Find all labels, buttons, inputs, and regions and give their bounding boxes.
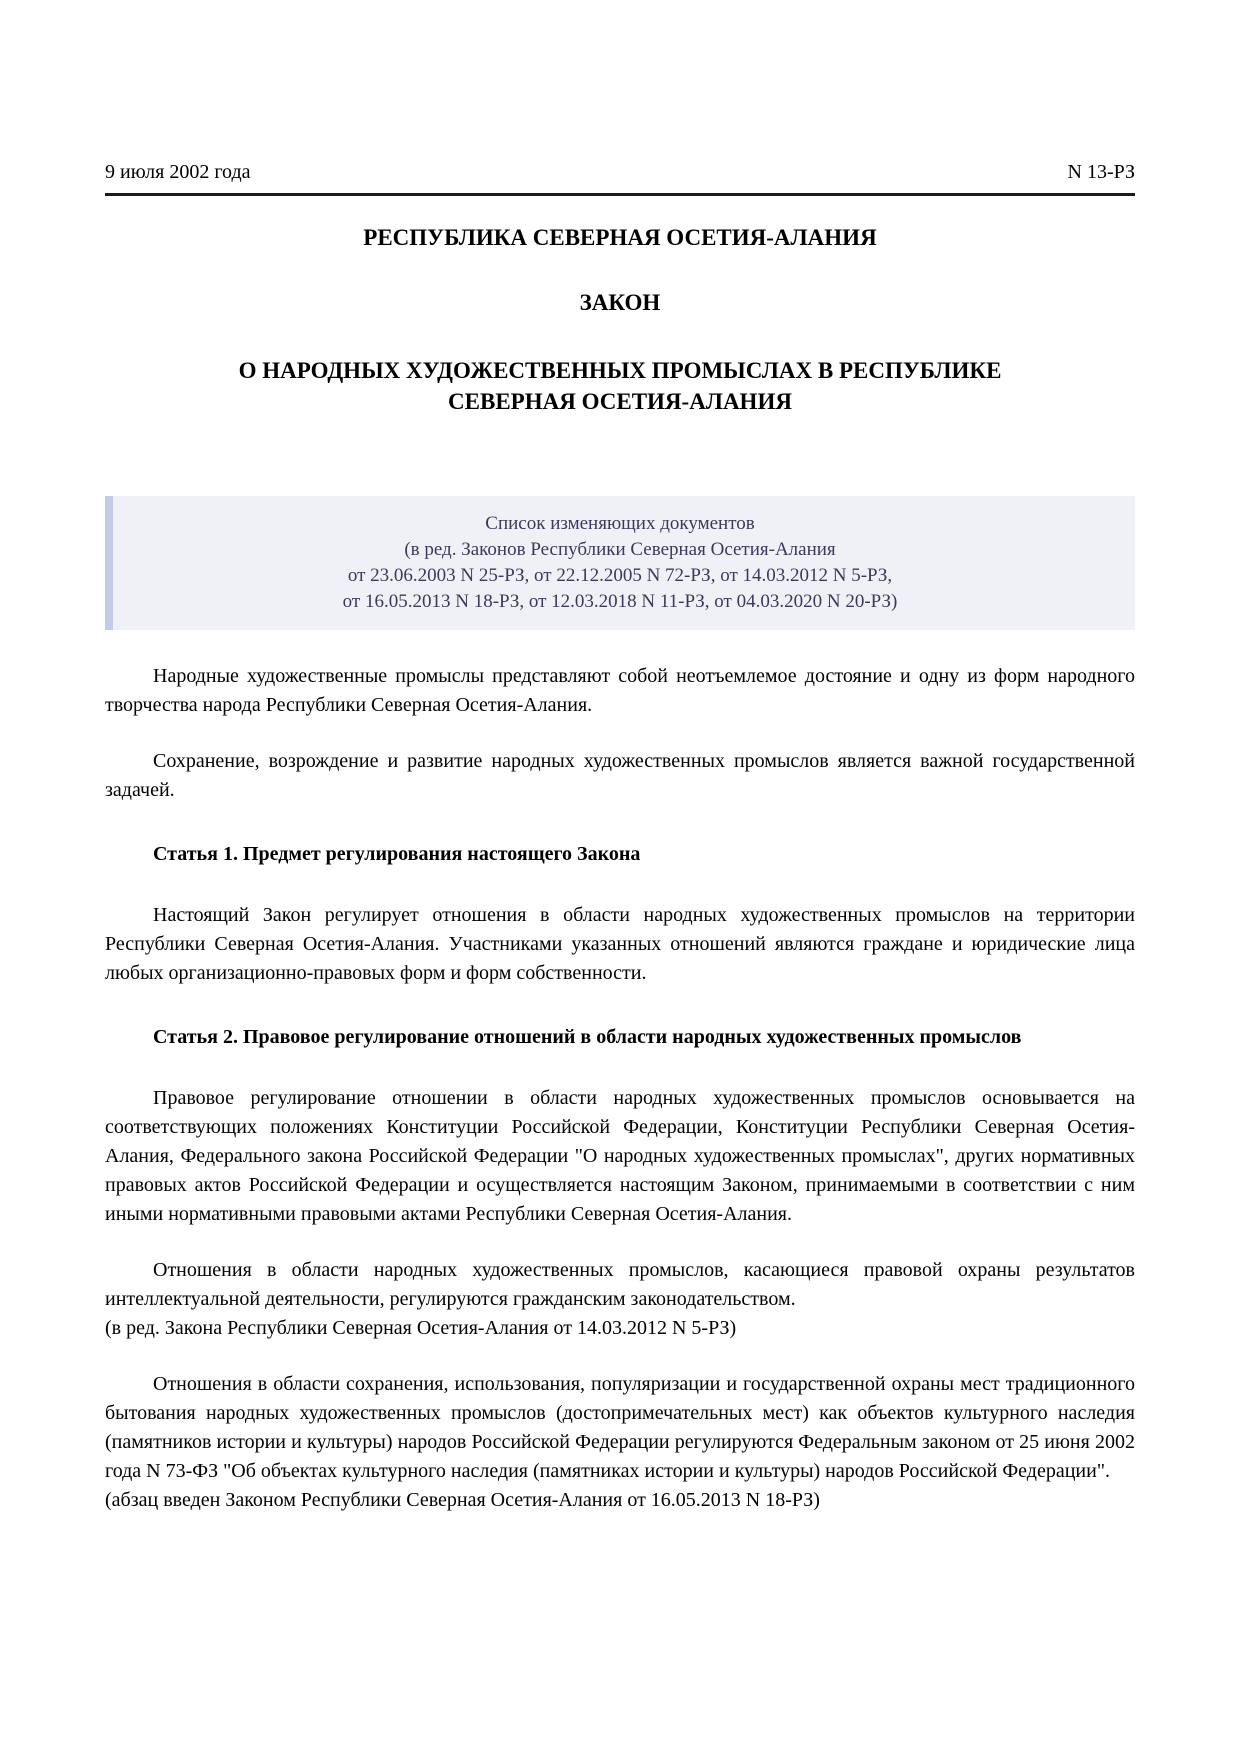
amendments-box-line-2: от 23.06.2003 N 25-РЗ, от 22.12.2005 N 72-РЗ, от 14.03.2012 N 5-РЗ,: [347, 565, 893, 586]
subject-title-line-1: О НАРОДНЫХ ХУДОЖЕСТВЕННЫХ ПРОМЫСЛАХ В РЕСПУБЛИКЕ: [238, 358, 1002, 383]
amendments-box: [105, 496, 1135, 630]
law-title: ЗАКОН: [579, 290, 661, 315]
header-divider: [105, 193, 1135, 196]
document-body: [105, 662, 1135, 1515]
article-2-paragraph-3-text: Отношения в области сохранения, использования, популяризации и государственной охраны мест традиционного бытования народных художественных промыслов (достопримечательных мест) как объектов культурного наследия (памятников истории и культуры) народов Российской Федерации регулируются Федеральным законом от 25 июня 2002 года N 73-ФЗ "Об объектах культурного наследия (памятниках истории и культуры) народов Российской Федерации".: [105, 1373, 1135, 1482]
amendments-box-line-3: от 16.05.2013 N 18-РЗ, от 12.03.2018 N 11-РЗ, от 04.03.2020 N 20-РЗ): [342, 591, 898, 612]
intro-paragraph-1: Народные художественные промыслы представляют собой неотъемлемое достояние и одну из форм народного творчества народа Республики Северная Осетия-Алания.: [105, 665, 1135, 716]
article-1-paragraph: Настоящий Закон регулирует отношения в области народных художественных промыслов на территории Республики Северная Осетия-Алания. Участниками указанных отношений являются граждане и юридические лица любых организационно-правовых форм и форм собственности.: [105, 904, 1135, 984]
intro-paragraph-2: Сохранение, возрождение и развитие народных художественных промыслов является важной государственной задачей.: [105, 750, 1135, 801]
subject-title-line-2: СЕВЕРНАЯ ОСЕТИЯ-АЛАНИЯ: [448, 389, 792, 414]
amendment-note-2: (абзац введен Законом Республики Северная Осетия-Алания от 16.05.2013 N 18-РЗ): [105, 1489, 820, 1511]
article-1-heading: Статья 1. Предмет регулирования настоящего Закона: [153, 843, 641, 865]
article-2-heading: Статья 2. Правовое регулирование отношений в области народных художественных промыслов: [153, 1026, 1022, 1048]
document-header: [105, 160, 1135, 184]
article-2-paragraph-1: Правовое регулирование отношении в области народных художественных промыслов основывается на соответствующих положениях Конституции Российской Федерации, Конституции Республики Северная Осетия-Алания, Федерального закона Российской Федерации "О народных художественных промыслах", других нормативных правовых актов Российской Федерации и осуществляется настоящим Законом, принимаемыми в соответствии с ним иными нормативными правовыми актами Республики Северная Осетия-Алания.: [105, 1087, 1135, 1225]
article-2-paragraph-2-text: Отношения в области народных художественных промыслов, касающиеся правовой охраны результатов интеллектуальной деятельности, регулируются гражданским законодательством.: [105, 1259, 1135, 1310]
document-number: N 13-РЗ: [1067, 161, 1135, 183]
amendments-box-line-1: (в ред. Законов Республики Северная Осетия-Алания: [404, 539, 836, 560]
amendments-box-title: Список изменяющих документов: [485, 513, 755, 534]
article-2-paragraph-2: [105, 1256, 1135, 1343]
republic-title: РЕСПУБЛИКА СЕВЕРНАЯ ОСЕТИЯ-АЛАНИЯ: [363, 225, 877, 250]
article-2-paragraph-3: [105, 1370, 1135, 1515]
amendment-note-1: (в ред. Закона Республики Северная Осетия-Алания от 14.03.2012 N 5-РЗ): [105, 1317, 737, 1339]
document-date: 9 июля 2002 года: [105, 161, 251, 183]
subject-title: [105, 355, 1135, 417]
